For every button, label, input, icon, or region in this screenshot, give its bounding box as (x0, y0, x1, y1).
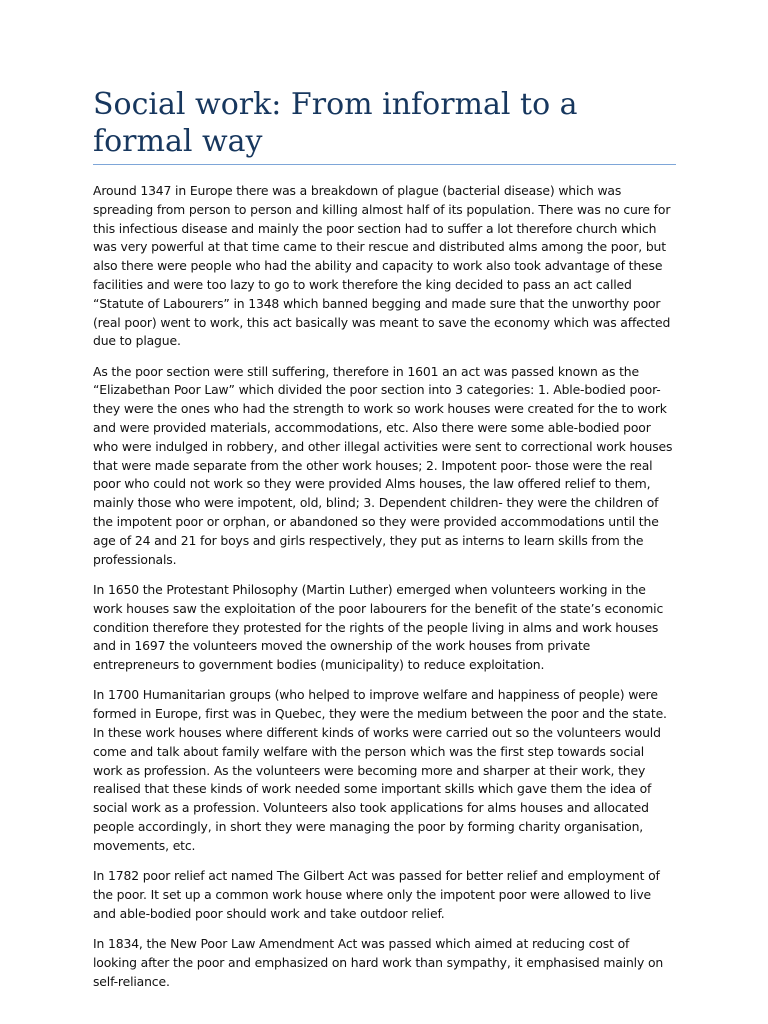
paragraph-gilbert-act: In 1782 poor relief act named The Gilbert Act was passed for better relief and employment of the poor. It set up a common work house where only the impotent poor were allowed to live and able-bodied poor should work and take outdoor relief. (93, 868, 660, 921)
paragraph-protestant-philosophy: In 1650 the Protestant Philosophy (Martin Luther) emerged when volunteers working in the work houses saw the exploitation of the poor labourers for the benefit of the state’s economic condition therefore they protested for the rights of the people living in alms and work houses and in 1697 the volunteers moved the ownership of the work houses from private entrepreneurs to government bodies (municipality) to reduce exploitation. (93, 581, 664, 673)
paragraph-new-poor-law: In 1834, the New Poor Law Amendment Act was passed which aimed at reducing cost of looking after the poor and emphasized on hard work than sympathy, it emphasised mainly on self-reliance. (93, 935, 664, 989)
paragraph-plague-1347: Around 1347 in Europe there was a breakdown of plague (bacterial disease) which was spreading from person to person and killing almost half of its population. There was no cure for this infectious disease and mainly the poor section had to suffer a lot therefore church which was very powerful at that time came to their rescue and distributed alms among the poor, but also there were people who had the ability and capacity to work also took advantage of these facilities and were too lazy to go to work therefore the king decided to pass an act called “Statute of Labourers” in 1348 which banned begging and made sure that the unworthy poor (real poor) went to work, this act basically was meant to save the economy which was affected due to plague. (93, 183, 671, 349)
paragraph-elizabethan-poor-law: As the poor section were still suffering, therefore in 1601 an act was passed known as the “Elizabethan Poor Law” which divided the poor section into 3 categories: 1. Able-bodied poor- they were the ones who had the strength to work so work houses were created for the to work and were provided materials, accommodations, etc. Also there were some able-bodied poor who were indulged in robbery, and other illegal activities were sent to correctional work houses that were made separate from the other work houses; 2. Impotent poor- those were the real poor who could not work so they were provided Alms houses, the law offered relief to them, mainly those who were impotent, old, blind; 3. Dependent children- they were the children of the impotent poor or orphan, or abandoned so they were provided accommodations until the age of 24 and 21 for boys and girls respectively, they put as interns to learn skills from the professionals. (93, 363, 673, 567)
document-title: Social work: From informal to a formal way (93, 87, 578, 159)
paragraph-humanitarian-groups: In 1700 Humanitarian groups (who helped to improve welfare and happiness of people) were formed in Europe, first was in Quebec, they were the medium between the poor and the state. In these work houses where different kinds of works were carried out so the volunteers would come and talk about family welfare with the person which was the first step towards social work as profession. As the volunteers were becoming more and sharper at their work, they realised that these kinds of work needed some important skills which gave them the idea of social work as a profession. Volunteers also took applications for alms houses and allocated people accordingly, in short they were managing the poor by forming charity organisation, movements, etc. (93, 687, 667, 853)
title-underline-divider (93, 164, 676, 165)
document-page (93, 86, 676, 1003)
